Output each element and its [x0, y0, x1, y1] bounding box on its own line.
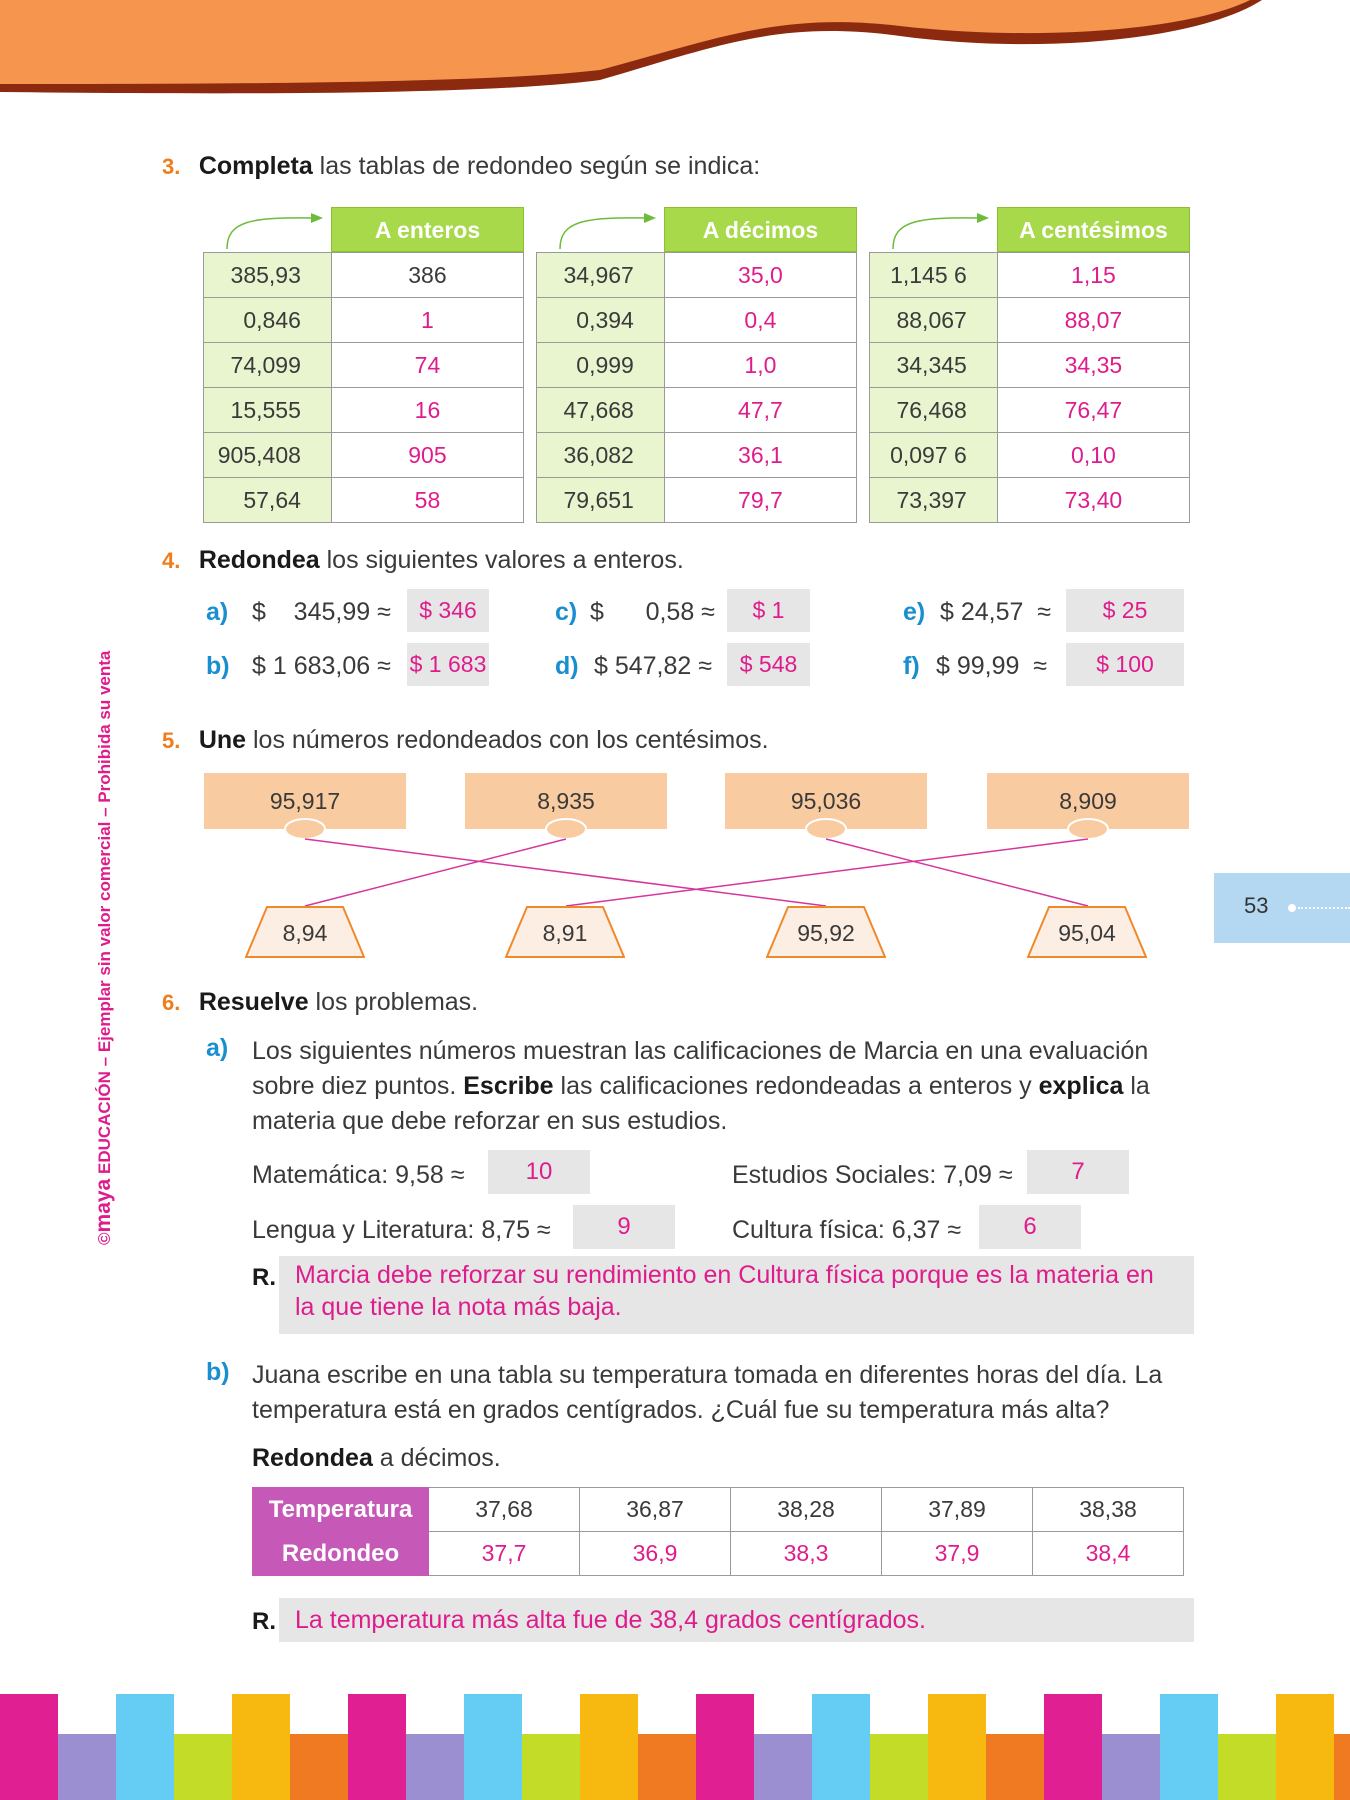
ex4-expr-f: $ 99,99 ≈ [936, 652, 1048, 680]
table-row [537, 433, 857, 478]
original-value: 0,999 [537, 343, 665, 388]
rounded-value: 73,40 [997, 478, 1189, 523]
ex4-expr-a: $ 345,99 ≈ [252, 598, 391, 626]
rounded-value: 79,7 [664, 478, 856, 523]
ex6-title: 6. Resuelve los problemas. [162, 988, 479, 1016]
rounding-table-body [203, 252, 524, 523]
table-row [204, 433, 524, 478]
rounding-table-body [536, 252, 857, 523]
original-value: 15,555 [204, 388, 332, 433]
rounded-value: 35,0 [664, 253, 856, 298]
original-value: 34,967 [537, 253, 665, 298]
original-value: 905,408 [204, 433, 332, 478]
rounded-value: 905 [331, 433, 523, 478]
ex4-label-f: f) [903, 652, 920, 680]
table-row [870, 433, 1190, 478]
table-row [537, 343, 857, 388]
stripe [1044, 1694, 1102, 1800]
stripe [1160, 1694, 1218, 1800]
rounded-header: Redondeo [253, 1532, 429, 1576]
original-value: 385,93 [204, 253, 332, 298]
match-line-1 [305, 839, 826, 906]
original-value: 57,64 [204, 478, 332, 523]
temperature-row [253, 1488, 1184, 1532]
original-value: 1,145 6 [870, 253, 998, 298]
table-header-row [536, 207, 857, 252]
page-number: 53 [1244, 893, 1269, 918]
rounded-value: 0,10 [997, 433, 1189, 478]
ex4-label-b: b) [206, 652, 230, 680]
match-top-2: 8,935 [465, 773, 667, 829]
stripe [290, 1734, 348, 1800]
temperature-cell: 38,28 [731, 1488, 882, 1532]
ex4-expr-c: $ 0,58 ≈ [590, 598, 715, 626]
stripe [1218, 1734, 1276, 1800]
table-row [204, 343, 524, 388]
table-header: A centésimos [997, 207, 1190, 252]
grade-pe: Cultura física: 6,37 ≈ [732, 1216, 962, 1244]
stripe [580, 1694, 638, 1800]
ex4-expr-b: $ 1 683,06 ≈ [252, 652, 391, 680]
stripe [696, 1694, 754, 1800]
stripe [1334, 1734, 1350, 1800]
grade-language-answer: 9 [573, 1205, 675, 1249]
temperature-cell: 36,87 [580, 1488, 731, 1532]
ex6-label-a: a) [206, 1034, 229, 1062]
ex4-title: 4. Redondea los siguientes valores a enteros. [162, 546, 684, 574]
match-top-1: 95,917 [204, 773, 406, 829]
match-bottom-2: 8,91 [505, 906, 625, 958]
ex4-answer-f: $ 100 [1066, 643, 1184, 686]
table-row [870, 388, 1190, 433]
grade-math-answer: 10 [488, 1150, 590, 1194]
stripe [928, 1694, 986, 1800]
table-row [870, 253, 1190, 298]
page-number-tab [1214, 873, 1350, 943]
original-value: 88,067 [870, 298, 998, 343]
temperature-table [252, 1487, 1184, 1576]
table-header: A décimos [664, 207, 857, 252]
stripe [348, 1694, 406, 1800]
temperature-cell: 37,89 [882, 1488, 1033, 1532]
table-row [204, 298, 524, 343]
table-row [870, 298, 1190, 343]
footer-stripes [0, 1690, 1350, 1800]
stripe [464, 1694, 522, 1800]
ex6-b-subtitle: Redondea a décimos. [252, 1444, 501, 1472]
match-line-4 [566, 839, 1088, 906]
rounded-value: 1,15 [997, 253, 1189, 298]
table-row [537, 298, 857, 343]
table-row [204, 253, 524, 298]
ex4-answer-a: $ 346 [407, 589, 489, 632]
header-wave [0, 0, 1350, 100]
rounding-table-body [869, 252, 1190, 523]
ex3-title: 3. Completa las tablas de redondeo según se indica: [162, 152, 761, 180]
ex4-expr-e: $ 24,57 ≈ [940, 598, 1052, 626]
rounding-table-decimos [536, 207, 857, 523]
stripe [406, 1734, 464, 1800]
grade-pe-answer: 6 [979, 1205, 1081, 1249]
table-row [537, 388, 857, 433]
rounded-cell: 37,9 [882, 1532, 1033, 1576]
original-value: 0,846 [204, 298, 332, 343]
rounded-value: 47,7 [664, 388, 856, 433]
rounded-value: 36,1 [664, 433, 856, 478]
table-row [537, 253, 857, 298]
ex4-answer-e: $ 25 [1066, 589, 1184, 632]
ex6-a-r-label: R. [252, 1264, 276, 1291]
match-line-2 [305, 839, 566, 906]
ex4-label-d: d) [555, 652, 579, 680]
stripe [0, 1694, 58, 1800]
rounding-table-centesimos [869, 207, 1190, 523]
stripe [58, 1734, 116, 1800]
temperature-cell: 38,38 [1033, 1488, 1184, 1532]
table-row [204, 388, 524, 433]
table-row [870, 343, 1190, 388]
ex4-answer-b: $ 1 683 [407, 643, 489, 686]
table-row [870, 478, 1190, 523]
rounded-value: 1,0 [664, 343, 856, 388]
ex4-expr-d: $ 547,82 ≈ [594, 652, 712, 680]
match-top-4: 8,909 [987, 773, 1189, 829]
original-value: 34,345 [870, 343, 998, 388]
ex4-answer-d: $ 548 [727, 643, 810, 686]
temperature-header: Temperatura [253, 1488, 429, 1532]
original-value: 76,468 [870, 388, 998, 433]
rounded-cell: 36,9 [580, 1532, 731, 1576]
rounded-value: 58 [331, 478, 523, 523]
arrow-icon [887, 211, 997, 251]
grade-social-answer: 7 [1027, 1150, 1129, 1194]
ex4-label-e: e) [903, 598, 926, 626]
original-value: 73,397 [870, 478, 998, 523]
stripe [754, 1734, 812, 1800]
stripe [1102, 1734, 1160, 1800]
ex6-label-b: b) [206, 1358, 230, 1386]
ex4-answer-c: $ 1 [727, 589, 810, 632]
rounding-table-enteros [203, 207, 524, 523]
original-value: 47,668 [537, 388, 665, 433]
grade-language: Lengua y Literatura: 8,75 ≈ [252, 1216, 551, 1244]
table-header-row [869, 207, 1190, 252]
ex5-title: 5. Une los números redondeados con los centésimos. [162, 726, 769, 754]
rounded-value: 88,07 [997, 298, 1189, 343]
stripe [1276, 1694, 1334, 1800]
stripe [522, 1734, 580, 1800]
rounded-cell: 37,7 [429, 1532, 580, 1576]
arrow-icon [554, 211, 664, 251]
original-value: 36,082 [537, 433, 665, 478]
stripe [116, 1694, 174, 1800]
stripe [232, 1694, 290, 1800]
ex6-a-statement: Los siguientes números muestran las calificaciones de Marcia en una evaluación sobre diez puntos. Escribe las calificaciones redondeadas a enteros y explica la materia que debe reforzar en sus estudios. [252, 1037, 1150, 1135]
ex4-label-a: a) [206, 598, 229, 626]
stripe [638, 1734, 696, 1800]
ex6-b-response: La temperatura más alta fue de 38,4 grados centígrados. [279, 1598, 1194, 1642]
match-line-3 [826, 839, 1088, 906]
stripe [812, 1694, 870, 1800]
rounded-value: 76,47 [997, 388, 1189, 433]
original-value: 79,651 [537, 478, 665, 523]
match-top-3: 95,036 [725, 773, 927, 829]
stripe [986, 1734, 1044, 1800]
original-value: 74,099 [204, 343, 332, 388]
ex6-b-r-label: R. [252, 1608, 276, 1635]
rounded-value: 0,4 [664, 298, 856, 343]
ex6-b-statement: Juana escribe en una tabla su temperatura tomada en diferentes horas del día. La temperatura está en grados centígrados. ¿Cuál fue su temperatura más alta? [252, 1361, 1163, 1424]
rounded-cell: 38,4 [1033, 1532, 1184, 1576]
rounded-value: 16 [331, 388, 523, 433]
rounded-value: 74 [331, 343, 523, 388]
rounded-value: 34,35 [997, 343, 1189, 388]
table-row [537, 478, 857, 523]
page-dot-icon [1288, 904, 1296, 912]
match-bottom-1: 8,94 [245, 906, 365, 958]
ex4-label-c: c) [555, 598, 578, 626]
table-header-row [203, 207, 524, 252]
match-bottom-4: 95,04 [1027, 906, 1147, 958]
match-bottom-3: 95,92 [766, 906, 886, 958]
arrow-icon [221, 211, 331, 251]
page-dotted-line [1298, 907, 1350, 909]
stripe [870, 1734, 928, 1800]
rounded-value: 1 [331, 298, 523, 343]
temperature-cell: 37,68 [429, 1488, 580, 1532]
original-value: 0,097 6 [870, 433, 998, 478]
side-copyright: ©maya EDUCACIÓN – Ejemplar sin valor comercial – Prohibida su venta [92, 650, 115, 1245]
rounded-row [253, 1532, 1184, 1576]
stripe [174, 1734, 232, 1800]
table-header: A enteros [331, 207, 524, 252]
maya-logo: maya [92, 1178, 115, 1233]
rounded-value: 386 [331, 253, 523, 298]
table-row [204, 478, 524, 523]
original-value: 0,394 [537, 298, 665, 343]
rounded-cell: 38,3 [731, 1532, 882, 1576]
ex6-a-response: Marcia debe reforzar su rendimiento en Cultura física porque es la materia en la que tiene la nota más baja. [279, 1256, 1194, 1334]
grade-social: Estudios Sociales: 7,09 ≈ [732, 1161, 1013, 1189]
grade-math: Matemática: 9,58 ≈ [252, 1161, 465, 1189]
